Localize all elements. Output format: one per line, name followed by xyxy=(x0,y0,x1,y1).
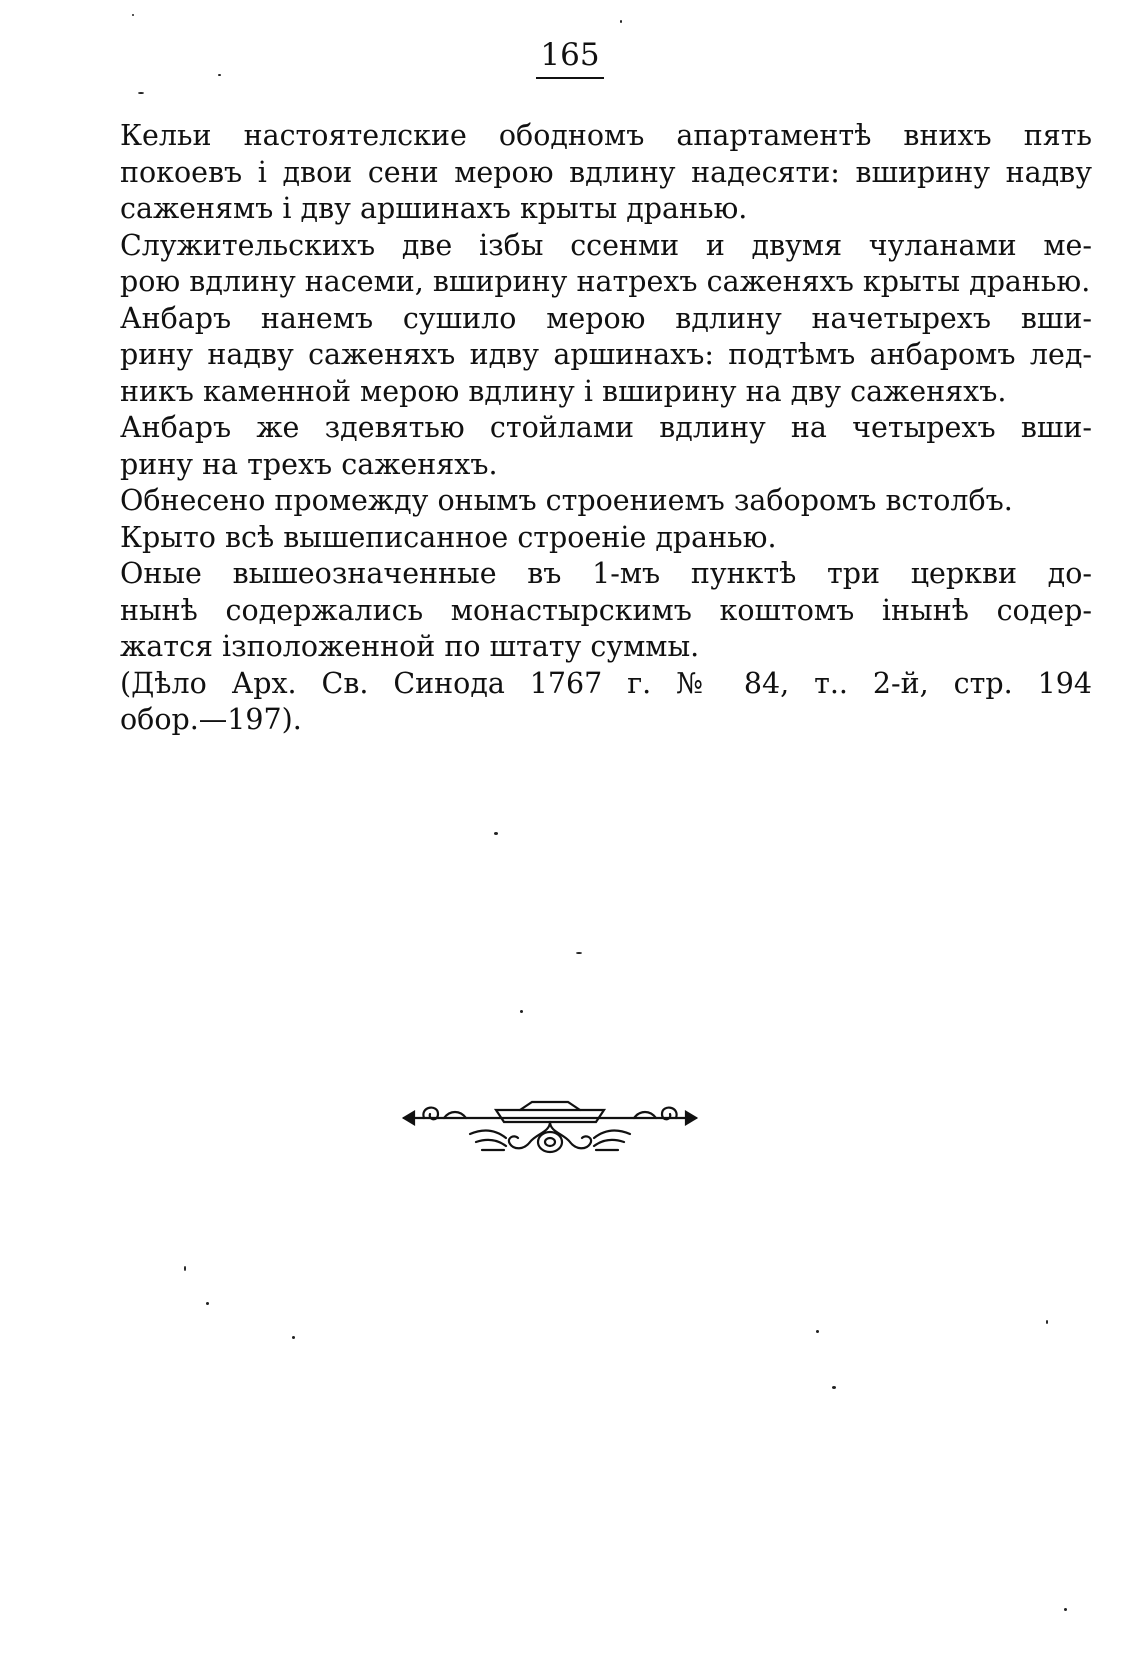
text-line: жатся ізположенной по штату суммы. xyxy=(120,630,700,663)
paragraph xyxy=(36,410,1092,483)
text-line: нынѣ содержались монастырскимъ коштомъ інынѣ содер- xyxy=(120,593,1092,627)
speck xyxy=(520,1010,523,1013)
paragraph xyxy=(36,556,1092,666)
speck xyxy=(1046,1320,1048,1324)
paragraph xyxy=(36,228,1092,301)
page-number: 165 xyxy=(0,40,1140,79)
text-line: рину на трехъ саженяхъ. xyxy=(120,447,498,481)
speck xyxy=(494,832,498,835)
speck xyxy=(620,20,622,23)
ornamental-divider-icon xyxy=(400,1098,700,1162)
text-line: Кельи настоятелские ободномъ апартаментѣ внихъ пять xyxy=(120,119,1092,152)
speck xyxy=(292,1336,295,1339)
speck xyxy=(816,1330,819,1333)
speck xyxy=(184,1266,186,1271)
text-line: рину надву саженяхъ идву аршинахъ: подтѣмъ анбаромъ лед- xyxy=(120,338,1092,371)
paragraph xyxy=(36,666,1092,739)
speck xyxy=(206,1302,209,1305)
body-text xyxy=(36,118,1092,739)
text-line: покоевъ і двои сени мерою вдлину надесяти: вширину надву xyxy=(120,155,1092,189)
speck xyxy=(218,74,221,76)
speck xyxy=(1064,1608,1067,1611)
text-line: Оные вышеозначенные въ 1-мъ пунктѣ три церкви до- xyxy=(120,557,1092,590)
text-line: рою вдлину насеми, вширину натрехъ саженяхъ крыты дранью. xyxy=(120,265,1091,298)
text-line: никъ каменной мерою вдлину і вширину на дву саженяхъ. xyxy=(120,374,1007,408)
speck xyxy=(576,952,582,954)
paragraph xyxy=(36,118,1092,228)
paragraph xyxy=(36,301,1092,411)
paragraph xyxy=(36,520,1092,557)
text-line: Анбаръ нанемъ сушило мерою вдлину начетырехъ вши- xyxy=(120,301,1092,335)
speck xyxy=(832,1386,836,1389)
speck xyxy=(138,92,144,94)
text-line: Крыто всѣ вышеписанное строеніе дранью. xyxy=(120,520,777,554)
text-line: Обнесено промежду онымъ строениемъ заборомъ встолбъ. xyxy=(120,484,1013,517)
text-line: Служительскихъ две ізбы ссенми и двумя чуланами ме- xyxy=(120,228,1092,262)
paragraph xyxy=(36,483,1092,520)
speck xyxy=(132,14,134,16)
text-line: Анбаръ же здевятью стойлами вдлину на четырехъ вши- xyxy=(120,411,1092,444)
text-line: обор.—197). xyxy=(120,703,302,736)
text-line: саженямъ і дву аршинахъ крыты дранью. xyxy=(120,192,748,225)
text-line: (Дѣло Арх. Св. Синода 1767 г. № 84, т.. 2-й, стр. 194 xyxy=(120,666,1092,700)
